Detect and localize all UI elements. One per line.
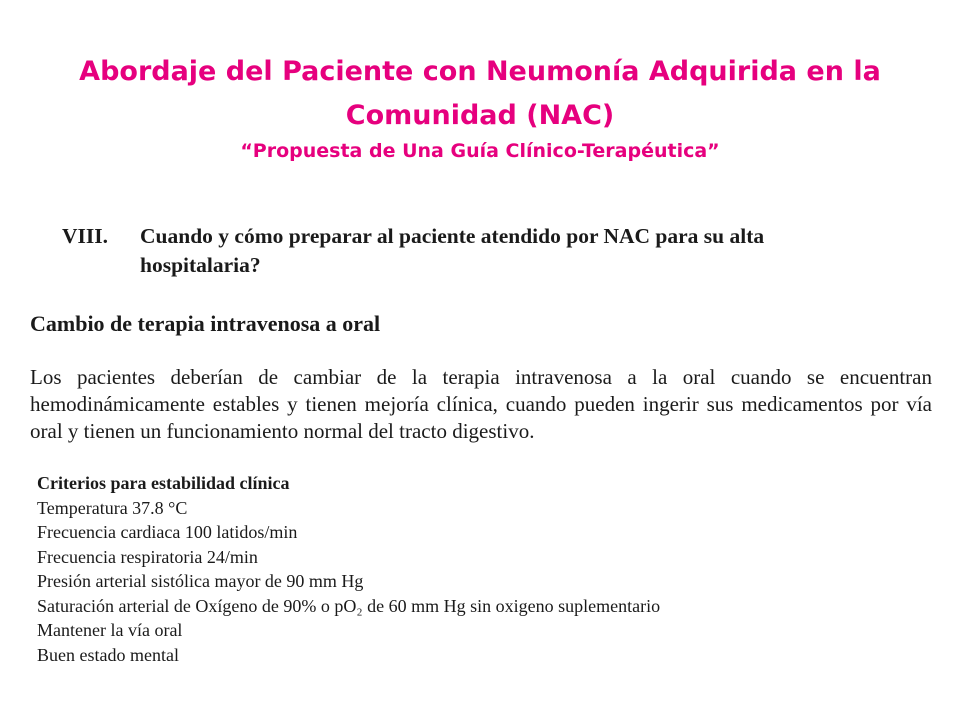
criteria-list	[37, 496, 917, 668]
criteria-item: Buen estado mental	[37, 644, 179, 665]
slide-title-line-2: Comunidad (NAC)	[345, 100, 615, 131]
section-number: VIII.	[62, 224, 109, 248]
criteria-title: Criterios para estabilidad clínica	[37, 473, 290, 493]
slide-title-line-1: Abordaje del Paciente con Neumonía Adquirida en la	[79, 56, 881, 87]
criteria-item: Presión arterial sistólica mayor de 90 mm Hg	[37, 571, 364, 591]
section-heading-text: Cuando y cómo preparar al paciente atendido por NAC para su alta hospitalaria?	[140, 224, 765, 277]
criteria-item: Frecuencia cardiaca 100 latidos/min	[37, 522, 298, 542]
slide-subtitle: “Propuesta de Una Guía Clínico-Terapéutica”	[240, 140, 720, 162]
body-paragraph: Los pacientes deberían de cambiar de la terapia intravenosa a la oral cuando se encuentran hemodinámicamente estables y tienen mejoría clínica, cuando pueden ingerir sus medicamentos por vía oral y tienen un funcionamiento normal del tracto digestivo.	[30, 365, 932, 443]
criteria-box	[37, 471, 917, 667]
section-heading	[62, 222, 882, 280]
criteria-item: Mantener la vía oral	[37, 620, 183, 640]
slide-title-block	[40, 50, 920, 164]
criteria-item: Saturación arterial de Oxígeno de 90% o pO₂ de 60 mm Hg sin oxigeno suplementario	[37, 595, 661, 616]
criteria-item: Temperatura 37.8 °C	[37, 497, 188, 518]
subheading: Cambio de terapia intravenosa a oral	[30, 311, 381, 336]
criteria-item: Frecuencia respiratoria 24/min	[37, 546, 258, 567]
